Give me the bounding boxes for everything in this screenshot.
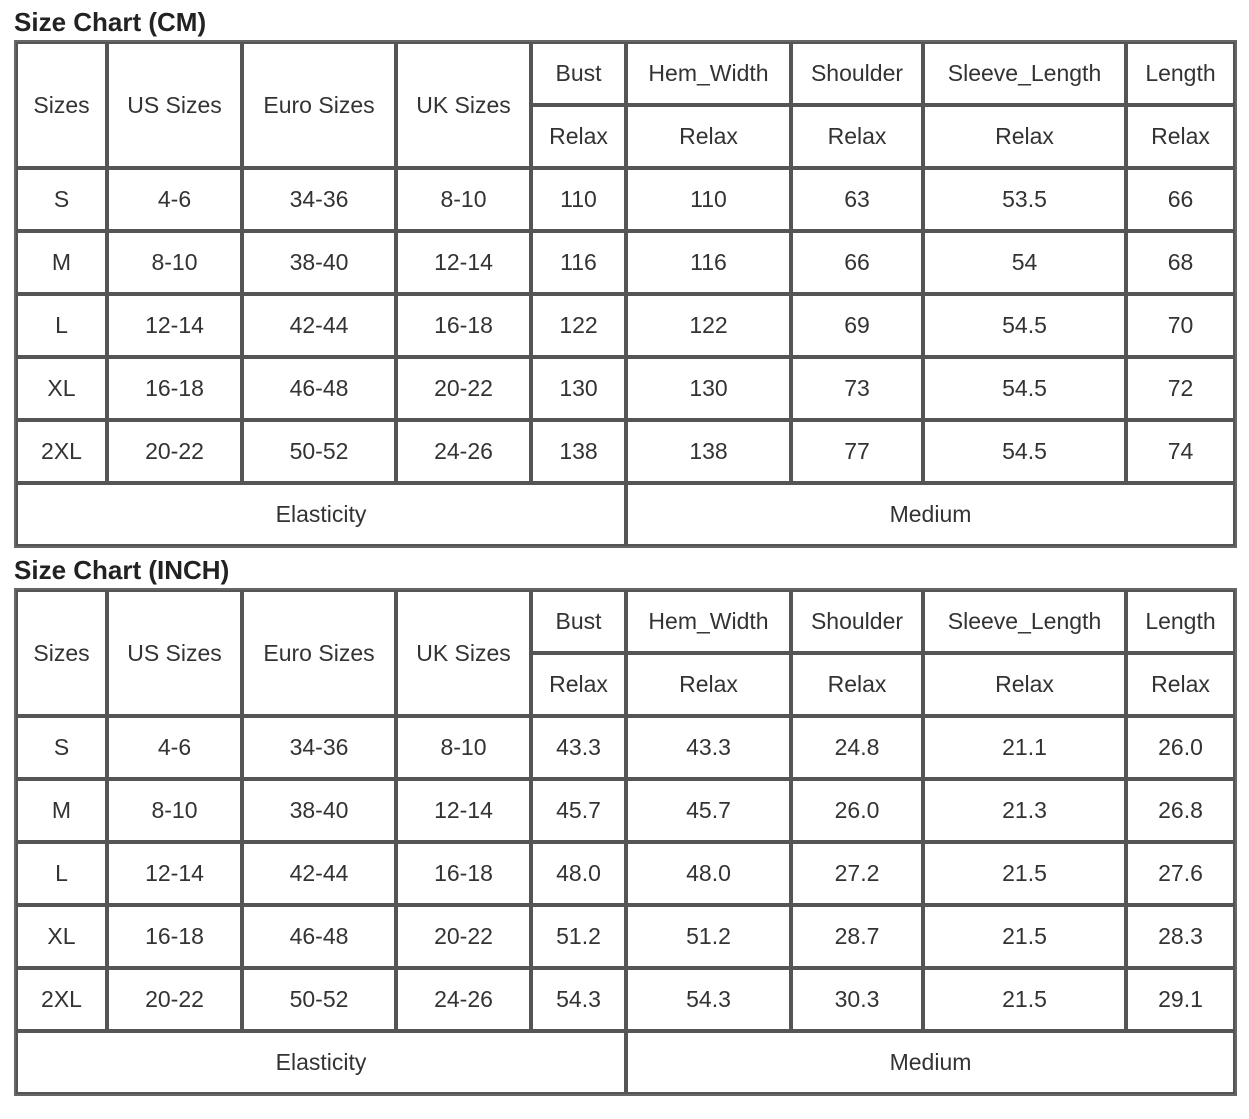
elasticity-label: Elasticity — [16, 1031, 626, 1094]
cell-euro: 50-52 — [242, 420, 396, 483]
cell-uk: 12-14 — [396, 231, 531, 294]
size-chart-cm-title: Size Chart (CM) — [14, 7, 207, 37]
cell-uk: 12-14 — [396, 779, 531, 842]
cell-euro: 42-44 — [242, 842, 396, 905]
cell-bust: 116 — [531, 231, 626, 294]
cell-shoulder: 73 — [791, 357, 923, 420]
header-shoulder: Shoulder — [791, 42, 923, 105]
subheader-hem-width-relax: Relax — [626, 105, 791, 168]
cell-euro: 46-48 — [242, 905, 396, 968]
cell-shoulder: 28.7 — [791, 905, 923, 968]
cell-hem-width: 48.0 — [626, 842, 791, 905]
size-chart-inch-title: Size Chart (INCH) — [14, 555, 230, 585]
header-sizes: Sizes — [16, 590, 107, 716]
cell-length: 72 — [1126, 357, 1235, 420]
subheader-sleeve-length-relax: Relax — [923, 105, 1126, 168]
header-length: Length — [1126, 590, 1235, 653]
table-row — [16, 231, 1235, 294]
cell-uk: 8-10 — [396, 716, 531, 779]
cell-euro: 42-44 — [242, 294, 396, 357]
header-uk-sizes: UK Sizes — [396, 590, 531, 716]
cell-size: S — [16, 168, 107, 231]
cell-euro: 46-48 — [242, 357, 396, 420]
cell-length: 28.3 — [1126, 905, 1235, 968]
cell-uk: 8-10 — [396, 168, 531, 231]
subheader-length-relax: Relax — [1126, 105, 1235, 168]
cell-us: 20-22 — [107, 420, 242, 483]
cell-us: 4-6 — [107, 716, 242, 779]
cell-length: 68 — [1126, 231, 1235, 294]
subheader-bust-relax: Relax — [531, 653, 626, 716]
size-chart-cm-table — [14, 40, 1237, 548]
cell-sleeve-length: 53.5 — [923, 168, 1126, 231]
cell-length: 74 — [1126, 420, 1235, 483]
cell-size: XL — [16, 357, 107, 420]
cell-hem-width: 110 — [626, 168, 791, 231]
cell-euro: 34-36 — [242, 716, 396, 779]
cell-bust: 110 — [531, 168, 626, 231]
table-row — [16, 716, 1235, 779]
cell-us: 12-14 — [107, 294, 242, 357]
cell-hem-width: 116 — [626, 231, 791, 294]
table-row — [16, 842, 1235, 905]
cell-size: XL — [16, 905, 107, 968]
cell-euro: 34-36 — [242, 168, 396, 231]
size-chart-inch-table — [14, 588, 1237, 1096]
cell-hem-width: 43.3 — [626, 716, 791, 779]
table-row — [16, 357, 1235, 420]
header-euro-sizes: Euro Sizes — [242, 590, 396, 716]
table-row — [16, 294, 1235, 357]
header-bust: Bust — [531, 42, 626, 105]
header-hem-width: Hem_Width — [626, 590, 791, 653]
header-hem-width: Hem_Width — [626, 42, 791, 105]
header-row — [16, 590, 1235, 653]
elasticity-label: Elasticity — [16, 483, 626, 546]
cell-size: L — [16, 294, 107, 357]
cell-hem-width: 138 — [626, 420, 791, 483]
cell-bust: 45.7 — [531, 779, 626, 842]
header-uk-sizes: UK Sizes — [396, 42, 531, 168]
cell-size: M — [16, 231, 107, 294]
cell-hem-width: 122 — [626, 294, 791, 357]
cell-uk: 16-18 — [396, 294, 531, 357]
cell-sleeve-length: 54.5 — [923, 357, 1126, 420]
cell-shoulder: 24.8 — [791, 716, 923, 779]
header-us-sizes: US Sizes — [107, 590, 242, 716]
cell-bust: 43.3 — [531, 716, 626, 779]
cell-sleeve-length: 54.5 — [923, 294, 1126, 357]
cell-us: 16-18 — [107, 357, 242, 420]
cell-uk: 20-22 — [396, 905, 531, 968]
table-row — [16, 968, 1235, 1031]
cell-bust: 48.0 — [531, 842, 626, 905]
cell-euro: 50-52 — [242, 968, 396, 1031]
header-sleeve-length: Sleeve_Length — [923, 590, 1126, 653]
header-sizes: Sizes — [16, 42, 107, 168]
cell-hem-width: 51.2 — [626, 905, 791, 968]
subheader-length-relax: Relax — [1126, 653, 1235, 716]
cell-size: 2XL — [16, 968, 107, 1031]
elasticity-value: Medium — [626, 483, 1235, 546]
subheader-hem-width-relax: Relax — [626, 653, 791, 716]
footer-row — [16, 483, 1235, 546]
cell-hem-width: 130 — [626, 357, 791, 420]
cell-size: M — [16, 779, 107, 842]
cell-bust: 51.2 — [531, 905, 626, 968]
table-row — [16, 905, 1235, 968]
subheader-sleeve-length-relax: Relax — [923, 653, 1126, 716]
cell-sleeve-length: 21.5 — [923, 968, 1126, 1031]
cell-shoulder: 27.2 — [791, 842, 923, 905]
cell-uk: 20-22 — [396, 357, 531, 420]
cell-sleeve-length: 21.1 — [923, 716, 1126, 779]
cell-euro: 38-40 — [242, 779, 396, 842]
cell-length: 27.6 — [1126, 842, 1235, 905]
subheader-shoulder-relax: Relax — [791, 105, 923, 168]
cell-hem-width: 45.7 — [626, 779, 791, 842]
table-row — [16, 168, 1235, 231]
cell-shoulder: 66 — [791, 231, 923, 294]
cell-shoulder: 30.3 — [791, 968, 923, 1031]
table-row — [16, 420, 1235, 483]
cell-sleeve-length: 21.5 — [923, 905, 1126, 968]
cell-sleeve-length: 21.3 — [923, 779, 1126, 842]
cell-length: 70 — [1126, 294, 1235, 357]
cell-uk: 16-18 — [396, 842, 531, 905]
table-row — [16, 779, 1235, 842]
header-shoulder: Shoulder — [791, 590, 923, 653]
cell-bust: 122 — [531, 294, 626, 357]
header-bust: Bust — [531, 590, 626, 653]
subheader-shoulder-relax: Relax — [791, 653, 923, 716]
cell-length: 26.8 — [1126, 779, 1235, 842]
cell-shoulder: 63 — [791, 168, 923, 231]
cell-shoulder: 69 — [791, 294, 923, 357]
header-row — [16, 42, 1235, 105]
header-sleeve-length: Sleeve_Length — [923, 42, 1126, 105]
cell-sleeve-length: 54 — [923, 231, 1126, 294]
header-euro-sizes: Euro Sizes — [242, 42, 396, 168]
subheader-bust-relax: Relax — [531, 105, 626, 168]
cell-size: 2XL — [16, 420, 107, 483]
cell-shoulder: 77 — [791, 420, 923, 483]
header-length: Length — [1126, 42, 1235, 105]
cell-us: 8-10 — [107, 231, 242, 294]
cell-us: 8-10 — [107, 779, 242, 842]
cell-us: 4-6 — [107, 168, 242, 231]
cell-bust: 54.3 — [531, 968, 626, 1031]
cell-length: 29.1 — [1126, 968, 1235, 1031]
cell-bust: 138 — [531, 420, 626, 483]
cell-length: 66 — [1126, 168, 1235, 231]
cell-uk: 24-26 — [396, 420, 531, 483]
elasticity-value: Medium — [626, 1031, 1235, 1094]
cell-length: 26.0 — [1126, 716, 1235, 779]
cell-hem-width: 54.3 — [626, 968, 791, 1031]
cell-us: 20-22 — [107, 968, 242, 1031]
cell-us: 12-14 — [107, 842, 242, 905]
cell-size: S — [16, 716, 107, 779]
footer-row — [16, 1031, 1235, 1094]
cell-shoulder: 26.0 — [791, 779, 923, 842]
cell-us: 16-18 — [107, 905, 242, 968]
cell-bust: 130 — [531, 357, 626, 420]
cell-size: L — [16, 842, 107, 905]
cell-sleeve-length: 54.5 — [923, 420, 1126, 483]
cell-sleeve-length: 21.5 — [923, 842, 1126, 905]
header-us-sizes: US Sizes — [107, 42, 242, 168]
cell-uk: 24-26 — [396, 968, 531, 1031]
cell-euro: 38-40 — [242, 231, 396, 294]
